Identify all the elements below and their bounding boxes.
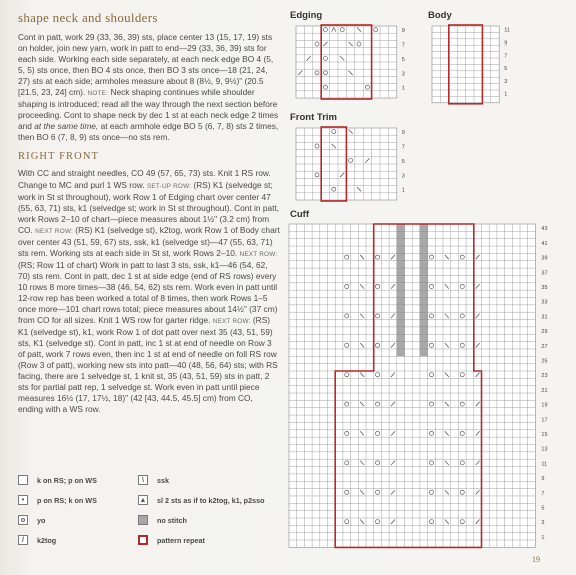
cuff-row-label: 5 (541, 505, 545, 512)
sl2-symbol-icon: ▲ (139, 496, 147, 504)
cuff-no-stitch-cell (397, 275, 405, 282)
yo-symbol-icon: o (18, 515, 28, 525)
nextrow-label-3: NEXT ROW: (212, 318, 251, 326)
cuff-no-stitch-cell (420, 298, 428, 305)
cuff-no-stitch-cell (420, 320, 428, 327)
setup-label: SET-UP ROW: (146, 182, 192, 190)
cuff-no-stitch-cell (420, 268, 428, 275)
cuff-no-stitch-cell (420, 261, 428, 268)
cuff-no-stitch-cell (397, 261, 405, 268)
key-label: p on RS; k on WS (37, 495, 97, 505)
cuff-row-label: 23 (541, 373, 548, 380)
cuff-no-stitch-cell (397, 224, 405, 231)
body-row-label: 5 (504, 66, 508, 73)
neck-text-b: Neck shaping continues while shoulder shaping is introduced; read all the way through the next section before proceeding. Cont to shape neck by dec 1 st at each neck edge 2 times and (18, 87, 279, 132)
cuff-row-label: 39 (541, 255, 548, 262)
key-label: sl 2 sts as if to k2tog, k1, p2sso (157, 495, 265, 505)
rf-text-a: With CC and straight needles, CO 49 (57, 65, 73) sts. Knit 1 RS row. Change to MC and purl 1 WS row. (18, 168, 271, 190)
cuff-no-stitch-cell (420, 275, 428, 282)
body-row-label: 7 (504, 53, 508, 60)
cuff-no-stitch-cell (397, 231, 405, 238)
section-title-neck-shoulders: shape neck and shoulders (18, 10, 158, 25)
cuff-no-stitch-cell (420, 283, 428, 290)
front-trim-row-label: 9 (401, 130, 405, 137)
cuff-no-stitch-cell (420, 239, 428, 246)
body-row-label: 9 (504, 40, 508, 47)
cuff-row-label: 7 (541, 490, 545, 497)
cuff-no-stitch-cell (397, 305, 405, 312)
cuff-no-stitch-cell (397, 283, 405, 290)
purl-symbol-icon: • (18, 495, 28, 505)
neck-text-c: at each armhole edge BO 5 (6, 7, 8) sts 2 times, then BO 6 (7, 8, 9) sts once—no sts rem. (18, 121, 279, 143)
cuff-row-label: 31 (541, 314, 548, 321)
neck-text-a: Cont in patt, work 29 (33, 36, 39) sts, place center 13 (15, 17, 19) sts on holder, join new yarn, work in patt to end—29 (33, 36, 39) sts for each side. Working each side separately, at each neck edge BO 4 (5, 5, 5) sts once, then BO 4 sts once, then BO 3 sts once—18 (21, 24, 27) sts at each side; armholes measure about 8 (8½, 9, 9½)" (20.5 [21.5, 23, 24] cm). (18, 32, 274, 98)
cuff-row-label: 33 (541, 299, 548, 306)
cuff-row-label: 17 (541, 417, 548, 424)
edging-row-label: 9 (401, 28, 405, 35)
page-number: 19 (532, 555, 540, 564)
cuff-no-stitch-cell (420, 312, 428, 319)
cuff-row-label: 11 (541, 461, 548, 468)
cuff-row-label: 35 (541, 284, 548, 291)
key-label: k on RS; p on WS (37, 475, 97, 485)
body-row-label: 1 (504, 91, 508, 98)
front-trim-row-label: 1 (401, 187, 405, 194)
rf-text-d: (RS; Row 11 of chart) Work in patt to last 3 sts, ssk, k1—46 (54, 62, 70) sts rem. Cont in patt, dec 1 st at side edge (end of RS rows) every 10 rows 8 more times—38 (46, 54, 62) sts rem. Work even in patt until 12-row rep has been worked a total of 8 times, then work Rows 1–5 once more—101 chart rows total; piece measures about 14½" (37 cm) from CO for all sizes. Knit 1 WS row for garter ridge. (18, 259, 278, 326)
cuff-row-label: 15 (541, 431, 548, 438)
cuff-no-stitch-cell (420, 305, 428, 312)
cuff-row-label: 27 (541, 343, 548, 350)
key-label: k2tog (37, 535, 57, 545)
front-trim-chart-title: Front Trim (290, 112, 337, 123)
rf-text-e: (RS) K1 (selvedge st), k1, work Row 1 of dot patt over next 35 (43, 51, 59) sts, K1 (selvedge st). Cont in patt, inc 1 st at end of needle on Row 3 of patt, work 7 rows even, then inc 1 st at end of needle on foll RS row (Row 3 of patt), working new sts into patt—40 (48, 56, 64) sts; with RS facing, there are 1 selvedge st, 1 knit st, 35 (43, 51, 59) sts in patt, 2 sts for partial patt rep, 1 selvedge st. Work even in patt until piece measures 16½ (17, 17½, 18)" (42 [43, 44.5, 45.5] cm) from CO, ending with a WS row. (18, 315, 278, 415)
cuff-no-stitch-cell (397, 253, 405, 260)
key-label: no stitch (157, 515, 187, 525)
cuff-row-label: 21 (541, 387, 548, 394)
cuff-no-stitch-cell (420, 224, 428, 231)
key-label: yo (37, 515, 46, 525)
cuff-no-stitch-cell (397, 327, 405, 334)
section-title-right-front: RIGHT FRONT (18, 151, 100, 163)
cuff-no-stitch-cell (397, 334, 405, 341)
rf-text-b: (RS) K1 (selvedge st; work in St st throughout), work Row 1 of Edging chart over center 47 (55, 63, 71) sts, k1 (selvedge st; work in St st throughout). Cont in patt, work Rows 2–10 of chart—piece measures about 1½" (3.2 cm) from CO. (18, 179, 280, 235)
cuff-no-stitch-cell (397, 342, 405, 349)
key-label: pattern repeat (157, 535, 205, 545)
edging-chart-title: Edging (290, 10, 323, 21)
cuff-no-stitch-cell (420, 231, 428, 238)
nextrow-label-2: NEXT ROW: (239, 250, 278, 258)
front-trim-row-label: 5 (401, 158, 405, 165)
ssk-symbol-icon: \ (138, 475, 148, 485)
cuff-row-label: 3 (541, 520, 545, 527)
cuff-chart-title: Cuff (290, 209, 309, 220)
cuff-no-stitch-cell (420, 253, 428, 260)
k2tog-symbol-icon: / (18, 535, 28, 545)
cuff-row-label: 19 (541, 402, 548, 409)
cuff-row-label: 43 (541, 226, 548, 233)
cuff-row-label: 41 (541, 240, 548, 247)
cuff-no-stitch-cell (420, 349, 428, 356)
cuff-row-label: 1 (541, 534, 545, 541)
body-chart-title: Body (428, 10, 452, 21)
edging-row-label: 3 (401, 71, 405, 78)
cuff-no-stitch-cell (420, 327, 428, 334)
edging-row-label: 5 (401, 56, 405, 63)
cuff-row-label: 9 (541, 476, 545, 483)
cuff-no-stitch-cell (397, 239, 405, 246)
note-label: NOTE: (87, 90, 109, 98)
body-row-label: 3 (504, 78, 508, 85)
front-trim-row-label: 7 (401, 144, 405, 151)
edging-row-label: 1 (401, 85, 405, 92)
cuff-no-stitch-cell (397, 320, 405, 327)
cuff-no-stitch-cell (397, 349, 405, 356)
cuff-no-stitch-cell (397, 312, 405, 319)
cuff-no-stitch-cell (397, 246, 405, 253)
key-label: ssk (157, 475, 169, 485)
body-row-label: 11 (504, 27, 510, 34)
edging-row-label: 7 (401, 42, 405, 49)
cuff-no-stitch-cell (397, 298, 405, 305)
cuff-row-label: 25 (541, 358, 548, 365)
rf-text-c: (RS) K1 (selvedge st), k2tog, work Row 1 of Body chart over center 43 (51, 59, 67) sts, ssk, k1 (selvedge st)—47 (55, 63, 71) sts rem. Working sts at each side in St st, work Rows 2–10. (18, 224, 280, 258)
front-trim-row-label: 3 (401, 173, 405, 180)
cuff-no-stitch-cell (397, 290, 405, 297)
cuff-no-stitch-cell (420, 342, 428, 349)
cuff-no-stitch-cell (420, 246, 428, 253)
cuff-no-stitch-cell (420, 290, 428, 297)
nextrow-label: NEXT ROW: (35, 227, 73, 235)
cuff-no-stitch-cell (420, 334, 428, 341)
at-same-time: at the same time, (34, 121, 99, 132)
cuff-row-label: 37 (541, 270, 548, 277)
cuff-row-label: 29 (541, 329, 548, 336)
cuff-row-label: 13 (541, 446, 548, 453)
cuff-no-stitch-cell (397, 268, 405, 275)
